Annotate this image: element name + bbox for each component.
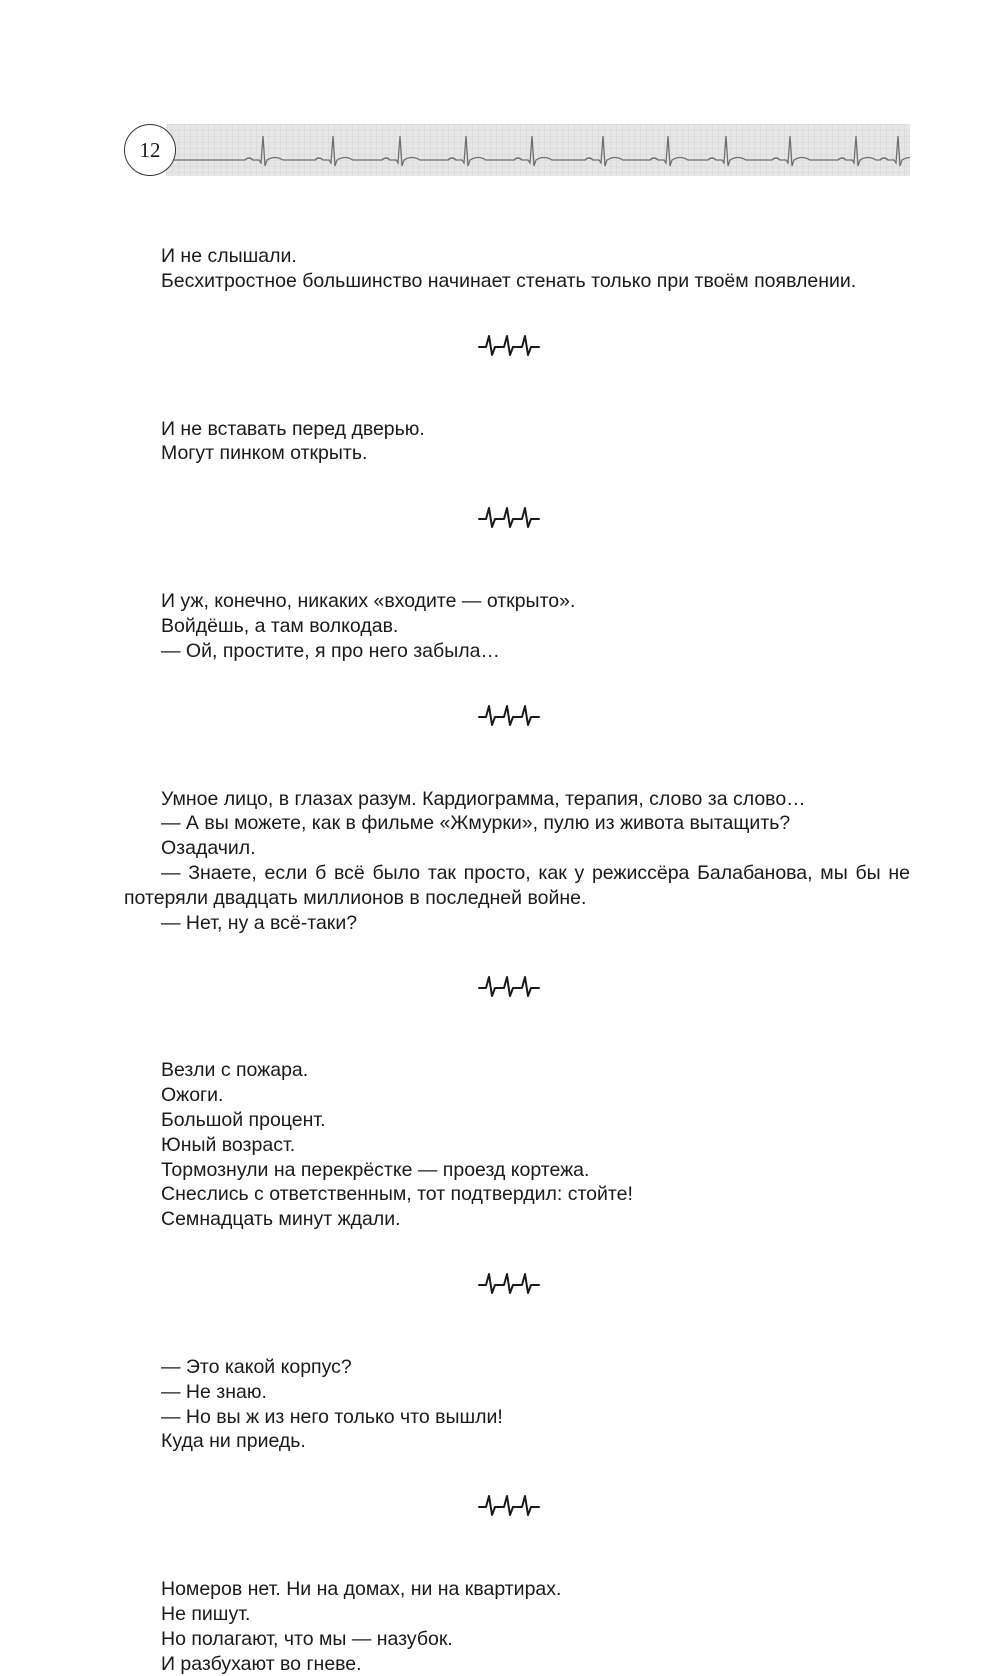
text-section	[124, 1058, 910, 1232]
text-line: Бесхитростное большинство начинает стенать только при твоём появлении.	[161, 269, 857, 292]
text-line: — Не знаю.	[161, 1380, 267, 1403]
text-line: И уж, конечно, никаких «входите — открыто».	[161, 590, 576, 613]
section-separator	[124, 935, 910, 1058]
text-line: — А вы можете, как в фильме «Жмурки», пулю из живота вытащить?	[161, 812, 791, 835]
text-line: — Нет, ну а всё-таки?	[161, 911, 358, 934]
heartbeat-separator-icon	[477, 504, 557, 532]
section-separator	[124, 294, 910, 417]
text-line: Озадачил.	[161, 837, 256, 860]
text-section	[124, 417, 910, 467]
text-line: И не вставать перед дверью.	[161, 417, 425, 440]
document-body	[124, 244, 910, 1676]
heartbeat-separator-icon	[477, 1270, 557, 1298]
text-line: Тормознули на перекрёстке — проезд кортежа.	[161, 1158, 590, 1181]
text-line: — Знаете, если б всё было так просто, как у режиссёра Балабанова, мы бы не потеряли двадцать миллионов в последней войне.	[124, 861, 910, 909]
text-line: Войдёшь, а там волкодав.	[161, 614, 399, 637]
text-line: Юный возраст.	[161, 1133, 296, 1156]
text-section	[124, 1355, 910, 1454]
text-section	[124, 244, 910, 294]
ecg-strip-icon	[166, 124, 910, 176]
text-line: Ожоги.	[161, 1084, 224, 1107]
page-header	[124, 124, 910, 176]
text-line: Везли с пожара.	[161, 1059, 309, 1082]
text-line: И разбухают во гневе.	[161, 1652, 362, 1675]
text-line: Куда ни приедь.	[161, 1430, 306, 1453]
section-separator	[124, 664, 910, 787]
text-line: Семнадцать минут ждали.	[161, 1208, 401, 1231]
text-line: И не слышали.	[161, 245, 297, 267]
heartbeat-separator-icon	[477, 702, 557, 730]
text-line: Большой процент.	[161, 1108, 326, 1131]
heartbeat-separator-icon	[477, 1492, 557, 1520]
section-separator	[124, 1232, 910, 1355]
text-line: Снеслись с ответственным, тот подтвердил: стойте!	[161, 1183, 633, 1206]
text-section	[124, 787, 910, 936]
page-number: 12	[124, 124, 176, 176]
text-line: Могут пинком открыть.	[161, 442, 368, 465]
text-section	[124, 1577, 910, 1676]
text-line: Не пишут.	[161, 1602, 251, 1625]
heartbeat-separator-icon	[477, 332, 557, 360]
section-separator	[124, 1454, 910, 1577]
heartbeat-separator-icon	[477, 973, 557, 1001]
text-line: — Но вы ж из него только что вышли!	[161, 1405, 503, 1428]
section-separator	[124, 466, 910, 589]
text-section	[124, 589, 910, 663]
text-line: Умное лицо, в глазах разум. Кардиограмма, терапия, слово за слово…	[161, 787, 806, 810]
text-line: Номеров нет. Ни на домах, ни на квартирах.	[161, 1578, 562, 1601]
text-line: Но полагают, что мы — назубок.	[161, 1627, 453, 1650]
text-line: — Ой, простите, я про него забыла…	[161, 639, 500, 662]
text-line: — Это какой корпус?	[161, 1355, 352, 1378]
